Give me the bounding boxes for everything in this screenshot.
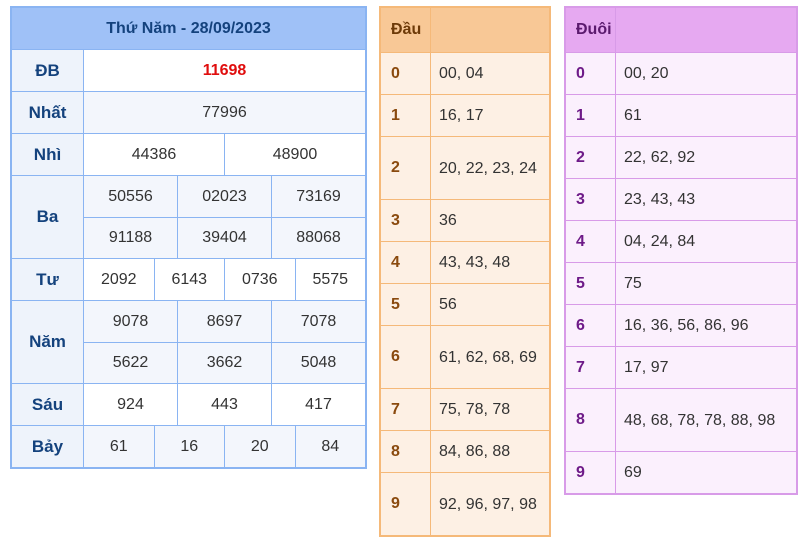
prize-row <box>12 383 365 425</box>
duoi-row <box>566 136 796 178</box>
dau-digit: 0 <box>381 53 431 94</box>
prize-row <box>12 258 365 300</box>
dau-row <box>381 199 549 241</box>
prize-number: 5575 <box>295 259 366 300</box>
prize-number: 5622 <box>112 354 149 371</box>
dau-row <box>381 241 549 283</box>
prize-number: 48900 <box>224 134 365 175</box>
dau-digit: 8 <box>381 431 431 472</box>
duoi-digit: 0 <box>566 53 616 94</box>
prize-number: 39404 <box>177 218 271 258</box>
dau-row <box>381 430 549 472</box>
duoi-numbers: 22, 62, 92 <box>624 149 696 166</box>
prize-rows <box>12 50 365 467</box>
dau-numbers: 36 <box>439 212 457 229</box>
duoi-numbers: 61 <box>624 107 642 124</box>
dau-numbers: 16, 17 <box>439 107 484 124</box>
prize-label: ĐB <box>12 50 84 91</box>
dau-row <box>381 94 549 136</box>
duoi-row <box>566 388 796 451</box>
dau-numbers: 43, 43, 48 <box>439 254 511 271</box>
dau-digit: 7 <box>381 389 431 430</box>
duoi-numbers: 23, 43, 43 <box>624 191 696 208</box>
prize-number: 417 <box>271 384 365 425</box>
prize-number: 9078 <box>112 312 149 330</box>
dau-numbers: 75, 78, 78 <box>439 401 511 418</box>
dau-header <box>381 8 549 52</box>
duoi-numbers: 48, 68, 78, 78, 88, 98 <box>624 411 776 429</box>
prize-number: 443 <box>177 384 271 425</box>
prize-number: 6143 <box>154 259 225 300</box>
dau-numbers: 00, 04 <box>439 65 484 82</box>
prize-number: 84 <box>295 426 366 467</box>
duoi-numbers: 69 <box>624 464 642 481</box>
dau-header-label: Đầu <box>381 8 431 52</box>
prize-number: 73169 <box>271 176 365 217</box>
dau-digit: 4 <box>381 242 431 283</box>
prize-row <box>12 425 365 467</box>
dau-digit: 3 <box>381 200 431 241</box>
dau-digit: 9 <box>381 473 431 535</box>
duoi-rows <box>566 52 796 493</box>
duoi-row <box>566 451 796 493</box>
duoi-row <box>566 346 796 388</box>
dau-numbers: 61, 62, 68, 69 <box>439 348 537 366</box>
prize-label: Sáu <box>12 384 84 425</box>
dau-row <box>381 325 549 388</box>
prize-number: 91188 <box>108 229 153 246</box>
duoi-numbers: 75 <box>624 275 642 292</box>
dau-row <box>381 472 549 535</box>
prize-label: Bảy <box>12 426 84 467</box>
dau-header-value <box>431 8 549 52</box>
dau-row <box>381 52 549 94</box>
prize-number: 88068 <box>271 218 365 258</box>
dau-digit: 6 <box>381 326 431 388</box>
prize-number: 16 <box>154 426 225 467</box>
dau-row <box>381 388 549 430</box>
duoi-digit: 8 <box>566 389 616 451</box>
prize-number: 8697 <box>177 301 271 342</box>
special-prize-number: 11698 <box>202 61 247 79</box>
duoi-numbers: 17, 97 <box>624 359 669 376</box>
duoi-digit: 9 <box>566 452 616 493</box>
duoi-numbers: 00, 20 <box>624 65 669 82</box>
duoi-row <box>566 178 796 220</box>
dau-numbers: 20, 22, 23, 24 <box>439 159 537 177</box>
dau-row <box>381 283 549 325</box>
prize-row <box>12 91 365 133</box>
prize-row <box>12 300 365 383</box>
dau-numbers: 92, 96, 97, 98 <box>439 495 537 513</box>
duoi-row <box>566 304 796 346</box>
prize-label: Năm <box>12 301 84 383</box>
prize-number: 02023 <box>177 176 271 217</box>
results-title: Thứ Năm - 28/09/2023 <box>12 8 365 50</box>
duoi-digit: 4 <box>566 221 616 262</box>
duoi-row <box>566 262 796 304</box>
duoi-numbers: 04, 24, 84 <box>624 233 696 250</box>
prize-label: Tư <box>12 259 84 300</box>
prize-row <box>12 50 365 91</box>
prize-number: 2092 <box>100 270 137 288</box>
prize-row <box>12 133 365 175</box>
dau-digit: 1 <box>381 95 431 136</box>
dau-numbers: 56 <box>439 296 457 313</box>
duoi-digit: 6 <box>566 305 616 346</box>
duoi-digit: 1 <box>566 95 616 136</box>
prize-row <box>12 175 365 258</box>
dau-digit: 2 <box>381 137 431 199</box>
duoi-digit: 2 <box>566 137 616 178</box>
prize-number: 5048 <box>271 343 365 383</box>
duoi-digit: 7 <box>566 347 616 388</box>
prize-label: Nhì <box>12 134 84 175</box>
duoi-header-label: Đuôi <box>566 8 616 52</box>
prize-number: 50556 <box>108 187 153 205</box>
prize-number: 924 <box>117 395 144 413</box>
duoi-digit: 5 <box>566 263 616 304</box>
dau-numbers: 84, 86, 88 <box>439 443 511 460</box>
duoi-row <box>566 220 796 262</box>
dau-row <box>381 136 549 199</box>
prize-number: 77996 <box>202 103 247 121</box>
prize-number: 0736 <box>224 259 295 300</box>
dau-table <box>379 6 551 537</box>
prize-number: 3662 <box>177 343 271 383</box>
duoi-header <box>566 8 796 52</box>
duoi-table <box>564 6 798 495</box>
dau-rows <box>381 52 549 535</box>
duoi-header-value <box>616 8 796 52</box>
duoi-digit: 3 <box>566 179 616 220</box>
prize-number: 61 <box>109 437 128 455</box>
duoi-row <box>566 52 796 94</box>
duoi-row <box>566 94 796 136</box>
results-table <box>10 6 367 469</box>
prize-number: 7078 <box>271 301 365 342</box>
dau-digit: 5 <box>381 284 431 325</box>
prize-number: 44386 <box>131 145 177 163</box>
prize-label: Ba <box>12 176 84 258</box>
prize-number: 20 <box>224 426 295 467</box>
duoi-numbers: 16, 36, 56, 86, 96 <box>624 317 749 334</box>
prize-label: Nhất <box>12 92 84 133</box>
